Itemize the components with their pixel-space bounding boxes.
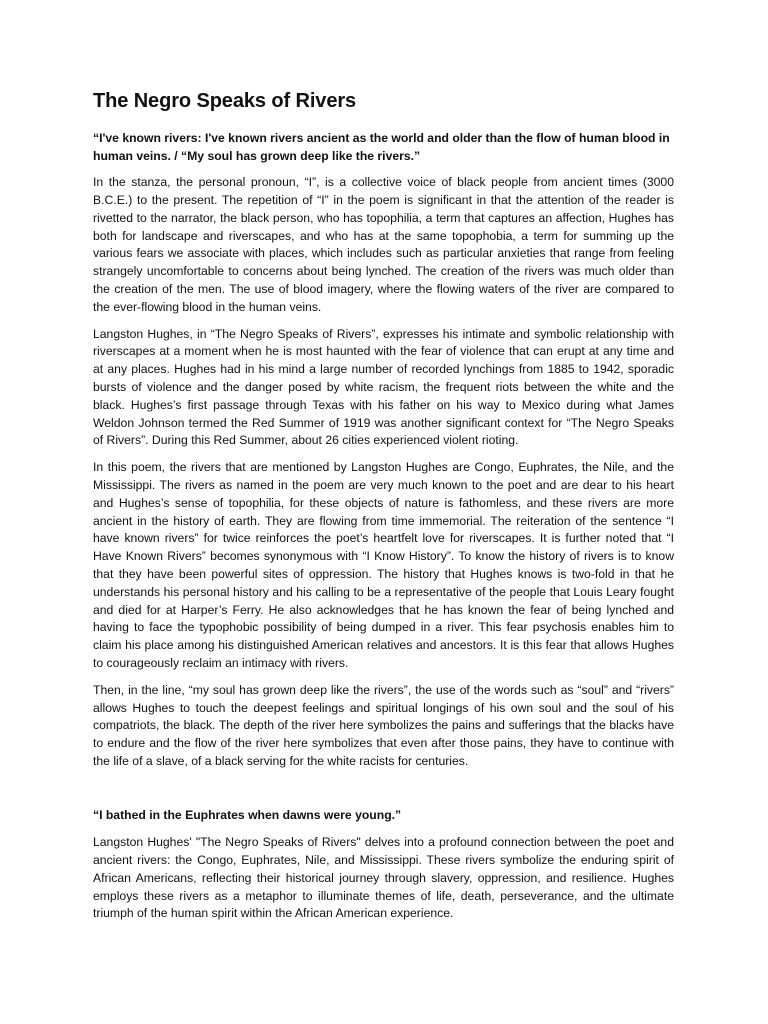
document-page [93, 88, 674, 932]
body-paragraph-5: Langston Hughes' "The Negro Speaks of Rivers" delves into a profound connection between the poet and ancient rivers: the Congo, Euphrates, Nile, and Mississippi. These rivers symbolize the enduring spirit of African Americans, reflecting their historical journey through slavery, oppression, and resilience. Hughes employs these rivers as a metaphor to illuminate themes of life, death, perseverance, and the ultimate triumph of the human spirit within the African American experience. [93, 835, 674, 921]
body-paragraph-2: Langston Hughes, in “The Negro Speaks of Rivers”, expresses his intimate and symbolic relationship with riverscapes at a moment when he is most haunted with the fear of violence that can erupt at any time and at any places. Hughes had in his mind a large number of recorded lynchings from 1885 to 1942, sporadic bursts of violence and the danger posed by white racism, the frequent riots between the white and the black. Hughes’s first passage through Texas with his father on his way to Mexico during what James Weldon Johnson termed the Red Summer of 1919 was another significant context for “The Negro Speaks of Rivers”. During this Red Summer, about 26 cities experienced violent rioting. [93, 326, 674, 448]
body-paragraph-4: Then, in the line, “my soul has grown deep like the rivers”, the use of the words such as “soul” and “rivers” allows Hughes to touch the deepest feelings and spiritual longings of his own soul and the soul of his compatriots, the black. The depth of the river here symbolizes the pains and sufferings that the blacks have to endure and the flow of the river here symbolizes that even after those pains, they have to continue with the life of a slave, of a black serving for the white racists for centuries. [93, 682, 674, 768]
section-quote: “I bathed in the Euphrates when dawns were young.” [93, 807, 402, 822]
body-paragraph-3: In this poem, the rivers that are mentioned by Langston Hughes are Congo, Euphrates, the Nile, and the Mississippi. The rivers as named in the poem are very much known to the poet and are dear to his heart and Hughes’s sense of topophilia, for these objects of nature is fathomless, and these rivers are more ancient in the history of earth. They are flowing from time immemorial. The reiteration of the sentence “I have known rivers” for twice reinforces the poet’s heartfelt love for riverscapes. It is further noted that “I Have Known Rivers” becomes synonymous with “I Know History”. To know the history of rivers is to know that they have been powerful sites of oppression. The history that Hughes knows is two-fold in that he understands his personal history and his calling to be a representative of the people that Louis Leary fought and died for at Harper’s Ferry. He also acknowledges that he has known the fear of being lynched and having to face the typophobic possibility of being dumped in a river. This fear psychosis enables him to claim his place among his distinguished American relatives and ancestors. It is this fear that allows Hughes to courageously reclaim an intimacy with rivers. [93, 460, 674, 670]
document-title: The Negro Speaks of Rivers [93, 90, 357, 112]
body-paragraph-1: In the stanza, the personal pronoun, “I”, is a collective voice of black people from ancient times (3000 B.C.E.) to the present. The repetition of “I” in the poem is significant in that the attention of the reader is rivetted to the narrator, the black person, who has topophilia, a term that captures an affection, Hughes has both for landscape and riverscapes, and who has at the same topophobia, a term for summing up the various fears we associate with places, which includes such as particular anxieties that range from feeling strangely uncomfortable to concerns about being lynched. The creation of the rivers was much older than the creation of the men. The use of blood imagery, where the flowing waters of the river are compared to the ever-flowing blood in the human veins. [93, 175, 674, 314]
epigraph-quote: “I've known rivers: I've known rivers ancient as the world and older than the flow of human blood in human veins. / “My soul has grown deep like the rivers.” [93, 131, 670, 163]
